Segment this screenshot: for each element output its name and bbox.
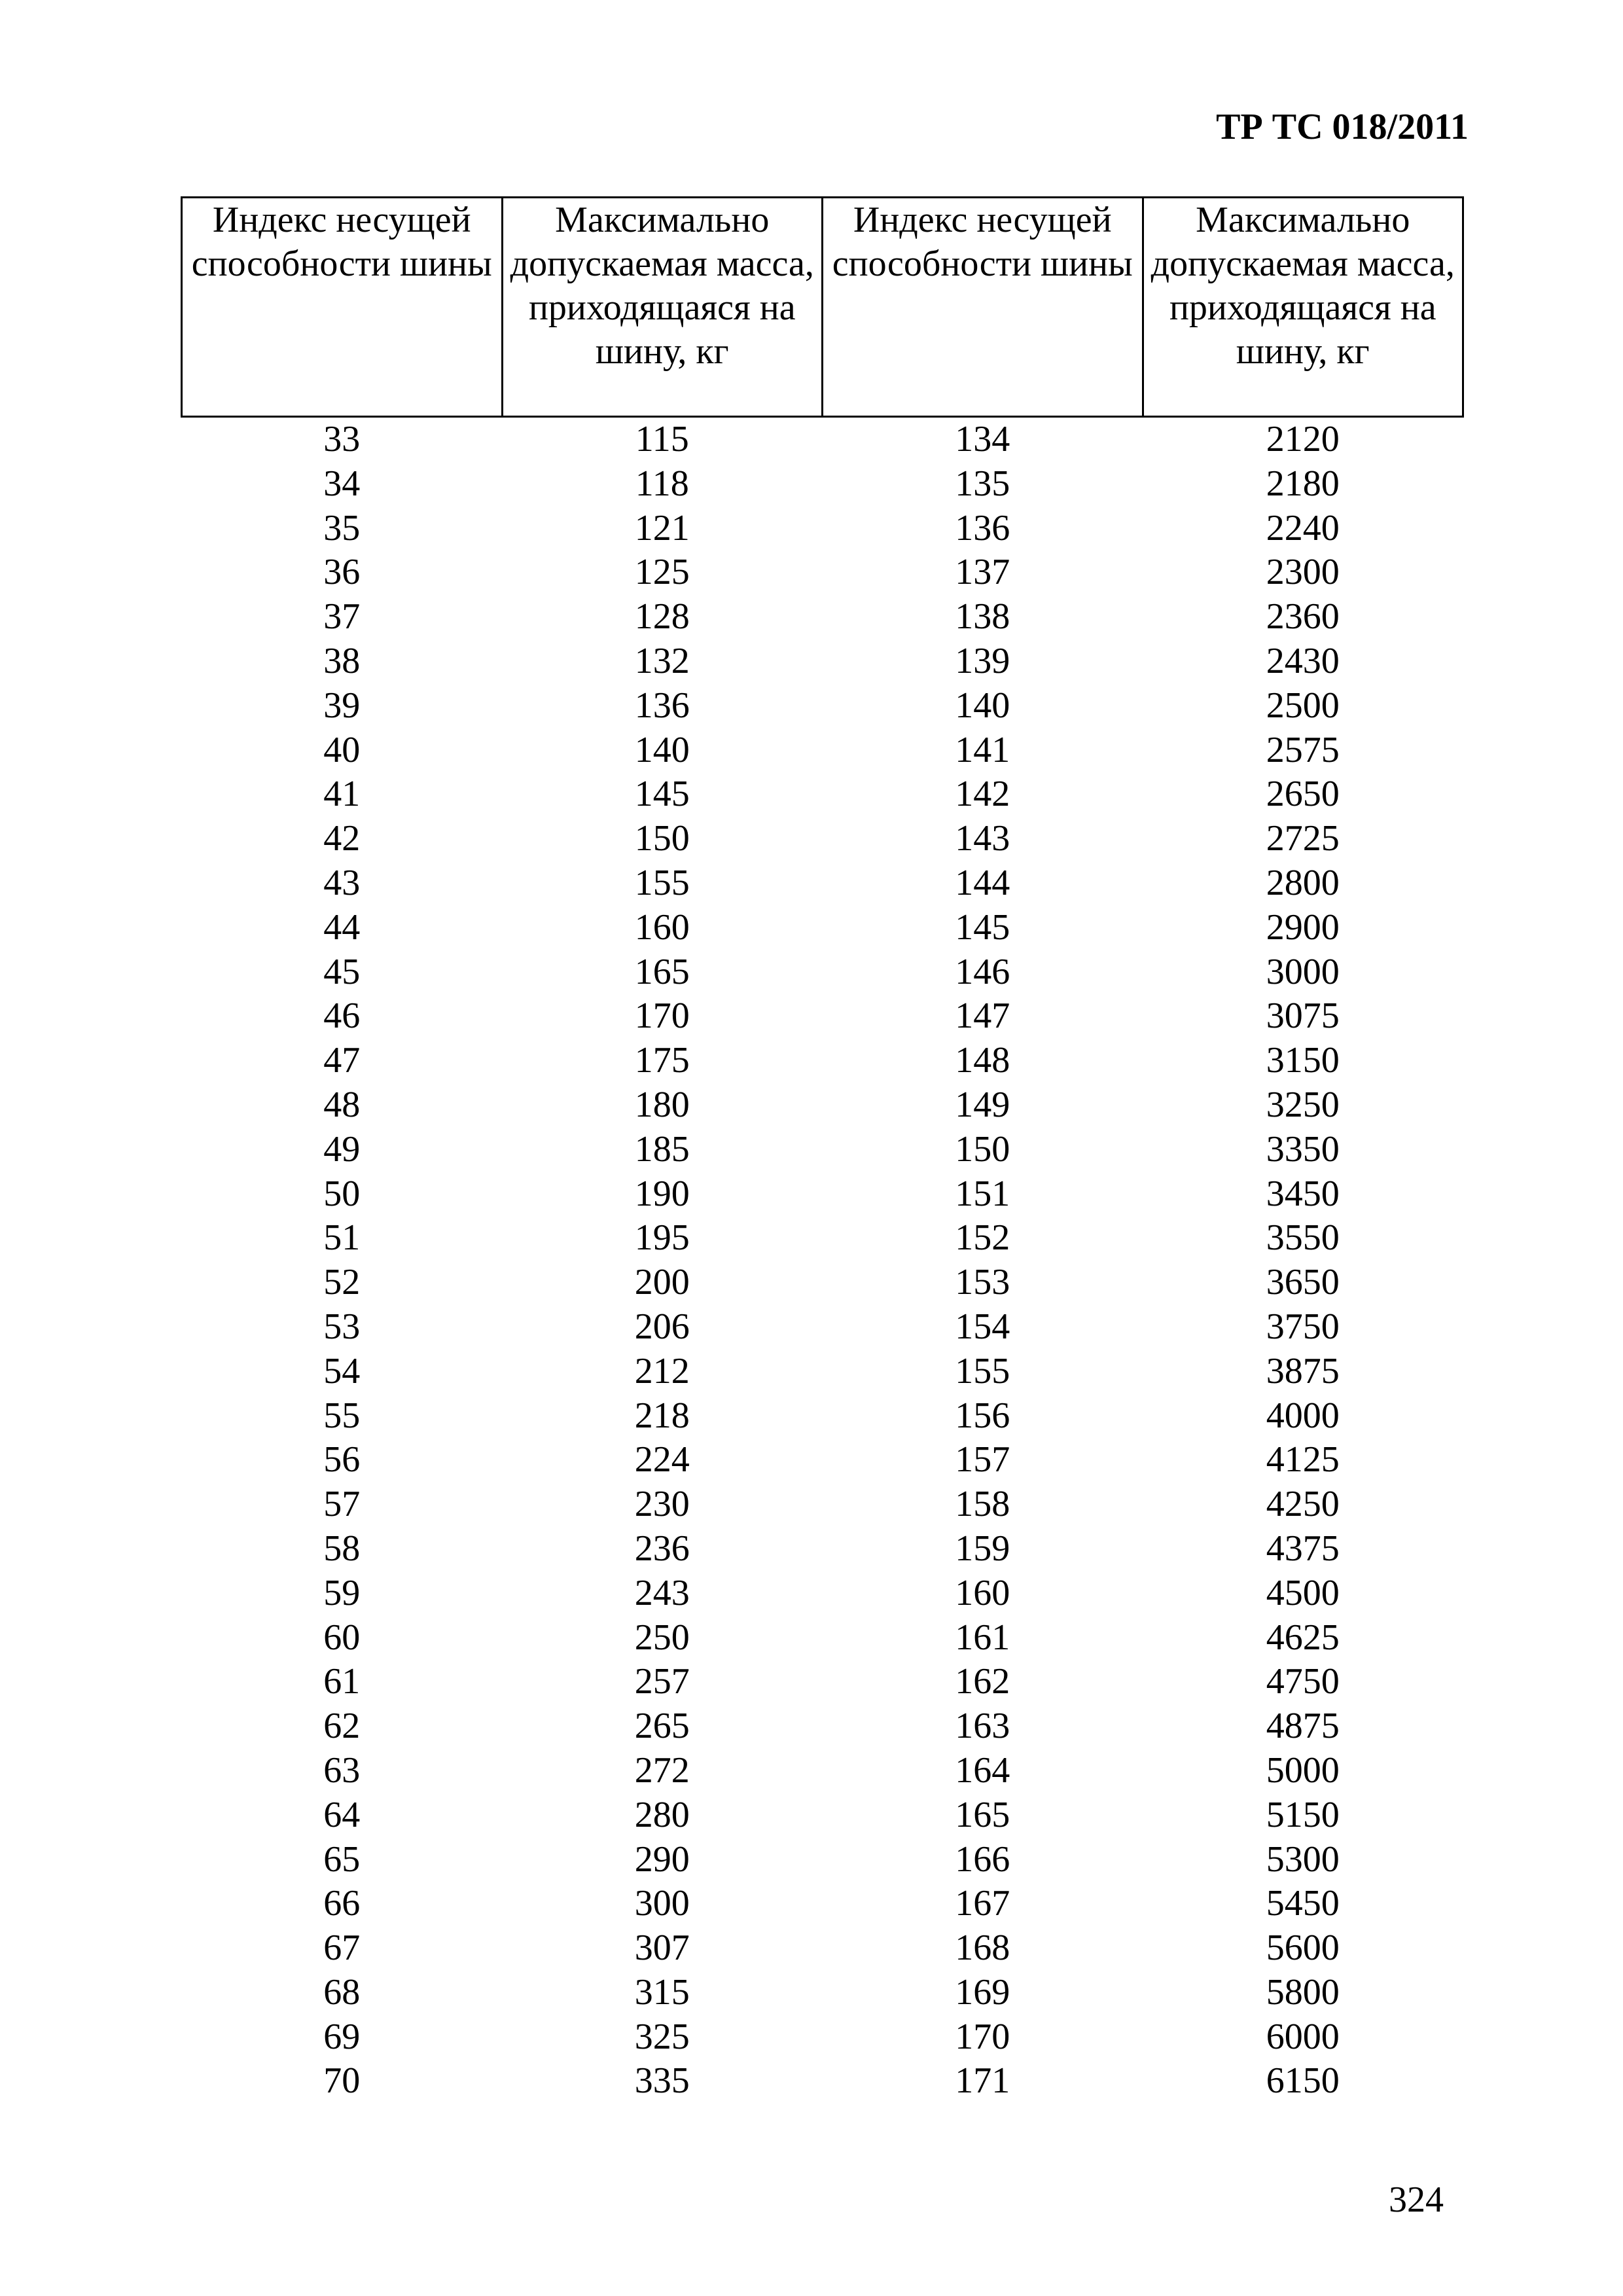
load-index-cell: 69 <box>323 2016 361 2057</box>
load-index-cell: 47 <box>323 1040 361 1081</box>
document-code: ТР ТС 018/2011 <box>1216 107 1469 147</box>
table-row <box>182 1571 1463 1616</box>
load-index-cell: 50 <box>323 1173 361 1214</box>
table-row <box>182 1704 1463 1749</box>
load-index-cell: 42 <box>323 818 361 859</box>
load-index-cell: 134 <box>955 419 1010 459</box>
max-mass-cell: 4250 <box>1266 1484 1340 1525</box>
column-header-max-mass: Максимально допускаемая масса, приходящаяся на шину, кг <box>1143 198 1463 417</box>
max-mass-cell: 2500 <box>1266 685 1340 726</box>
table-row <box>182 1660 1463 1704</box>
load-index-cell: 139 <box>955 640 1010 681</box>
load-index-cell: 160 <box>955 1572 1010 1613</box>
table-row <box>182 1394 1463 1439</box>
max-mass-cell: 4000 <box>1266 1395 1340 1436</box>
load-index-cell: 39 <box>323 685 361 726</box>
table-row <box>182 861 1463 906</box>
load-index-cell: 66 <box>323 1883 361 1924</box>
max-mass-cell: 190 <box>634 1173 690 1214</box>
load-index-cell: 152 <box>955 1217 1010 1259</box>
load-index-cell: 40 <box>323 729 361 770</box>
max-mass-cell: 2575 <box>1266 729 1340 770</box>
max-mass-cell: 4375 <box>1266 1528 1340 1569</box>
load-index-cell: 53 <box>323 1306 361 1347</box>
table-row <box>182 1261 1463 1305</box>
table-row <box>182 2059 1463 2104</box>
table-row <box>182 1216 1463 1261</box>
max-mass-cell: 170 <box>634 996 690 1037</box>
load-index-cell: 150 <box>955 1128 1010 1170</box>
table-row <box>182 906 1463 950</box>
load-index-cell: 141 <box>955 729 1010 770</box>
table-row <box>182 462 1463 507</box>
max-mass-cell: 4125 <box>1266 1439 1340 1480</box>
max-mass-cell: 335 <box>634 2060 690 2102</box>
max-mass-cell: 4625 <box>1266 1617 1340 1658</box>
max-mass-cell: 5800 <box>1266 1971 1340 2013</box>
load-index-cell: 64 <box>323 1794 361 1835</box>
max-mass-cell: 272 <box>634 1749 690 1791</box>
max-mass-cell: 5150 <box>1266 1794 1340 1835</box>
load-index-cell: 171 <box>955 2060 1010 2102</box>
table-row <box>182 1172 1463 1217</box>
max-mass-cell: 200 <box>634 1262 690 1303</box>
max-mass-cell: 3650 <box>1266 1262 1340 1303</box>
max-mass-cell: 180 <box>634 1084 690 1125</box>
max-mass-cell: 140 <box>634 729 690 770</box>
max-mass-cell: 280 <box>634 1794 690 1835</box>
load-index-cell: 52 <box>323 1262 361 1303</box>
table-row <box>182 1749 1463 1793</box>
max-mass-cell: 3750 <box>1266 1306 1340 1347</box>
load-index-cell: 151 <box>955 1173 1010 1214</box>
max-mass-cell: 160 <box>634 906 690 948</box>
max-mass-cell: 243 <box>634 1572 690 1613</box>
max-mass-cell: 3450 <box>1266 1173 1340 1214</box>
max-mass-cell: 185 <box>634 1128 690 1170</box>
max-mass-cell: 2180 <box>1266 463 1340 504</box>
table-row <box>182 639 1463 684</box>
table-row <box>182 1482 1463 1527</box>
load-index-cell: 60 <box>323 1617 361 1658</box>
table-row <box>182 1527 1463 1571</box>
load-index-cell: 140 <box>955 685 1010 726</box>
table-row <box>182 1128 1463 1172</box>
max-mass-cell: 155 <box>634 862 690 903</box>
max-mass-cell: 315 <box>634 1971 690 2013</box>
max-mass-cell: 5000 <box>1266 1749 1340 1791</box>
max-mass-cell: 230 <box>634 1484 690 1525</box>
load-index-cell: 34 <box>323 463 361 504</box>
max-mass-cell: 115 <box>635 419 689 459</box>
load-index-cell: 65 <box>323 1839 361 1880</box>
load-index-cell: 154 <box>955 1306 1010 1347</box>
max-mass-cell: 2120 <box>1266 419 1340 459</box>
max-mass-cell: 3875 <box>1266 1350 1340 1391</box>
table-row <box>182 1039 1463 1083</box>
load-index-cell: 33 <box>323 419 361 459</box>
max-mass-cell: 145 <box>634 774 690 815</box>
table-row <box>182 595 1463 639</box>
max-mass-cell: 3350 <box>1266 1128 1340 1170</box>
max-mass-cell: 132 <box>634 640 690 681</box>
max-mass-cell: 2900 <box>1266 906 1340 948</box>
max-mass-cell: 300 <box>634 1883 690 1924</box>
load-index-cell: 168 <box>955 1928 1010 1969</box>
max-mass-cell: 4500 <box>1266 1572 1340 1613</box>
table-row <box>182 1838 1463 1882</box>
load-index-cell: 37 <box>323 596 361 637</box>
table-row <box>182 772 1463 817</box>
table-row <box>182 994 1463 1039</box>
load-index-cell: 41 <box>323 774 361 815</box>
table-header-row <box>182 198 1463 417</box>
table-row <box>182 550 1463 595</box>
max-mass-cell: 128 <box>634 596 690 637</box>
load-index-cell: 44 <box>323 906 361 948</box>
table-row <box>182 950 1463 995</box>
max-mass-cell: 4875 <box>1266 1706 1340 1747</box>
max-mass-cell: 150 <box>634 818 690 859</box>
load-index-cell: 138 <box>955 596 1010 637</box>
table-row <box>182 417 1463 462</box>
load-index-cell: 142 <box>955 774 1010 815</box>
load-index-cell: 143 <box>955 818 1010 859</box>
table-row <box>182 1350 1463 1394</box>
max-mass-cell: 125 <box>634 552 690 593</box>
max-mass-cell: 165 <box>634 951 690 992</box>
max-mass-cell: 218 <box>634 1395 690 1436</box>
load-index-cell: 156 <box>955 1395 1010 1436</box>
load-index-cell: 48 <box>323 1084 361 1125</box>
max-mass-cell: 257 <box>634 1661 690 1702</box>
load-index-cell: 51 <box>323 1217 361 1259</box>
load-index-cell: 62 <box>323 1706 361 1747</box>
load-index-cell: 70 <box>323 2060 361 2102</box>
max-mass-cell: 3150 <box>1266 1040 1340 1081</box>
load-index-cell: 148 <box>955 1040 1010 1081</box>
load-index-cell: 63 <box>323 1749 361 1791</box>
max-mass-cell: 2725 <box>1266 818 1340 859</box>
load-index-cell: 136 <box>955 507 1010 548</box>
table-row <box>182 1616 1463 1660</box>
load-index-cell: 149 <box>955 1084 1010 1125</box>
load-index-cell: 57 <box>323 1484 361 1525</box>
load-index-cell: 161 <box>955 1617 1010 1658</box>
max-mass-cell: 195 <box>634 1217 690 1259</box>
table-row <box>182 684 1463 728</box>
max-mass-cell: 2800 <box>1266 862 1340 903</box>
column-header-load-index: Индекс несущей способности шины <box>823 198 1143 417</box>
max-mass-cell: 2360 <box>1266 596 1340 637</box>
table-row <box>182 1882 1463 1926</box>
table-row <box>182 507 1463 551</box>
load-index-cell: 144 <box>955 862 1010 903</box>
load-index-cell: 147 <box>955 996 1010 1037</box>
load-index-cell: 170 <box>955 2016 1010 2057</box>
max-mass-cell: 6150 <box>1266 2060 1340 2102</box>
load-index-cell: 55 <box>323 1395 361 1436</box>
load-index-cell: 54 <box>323 1350 361 1391</box>
column-header-load-index: Индекс несущей способности шины <box>182 198 503 417</box>
max-mass-cell: 206 <box>634 1306 690 1347</box>
load-index-cell: 135 <box>955 463 1010 504</box>
load-index-cell: 36 <box>323 552 361 593</box>
load-index-cell: 158 <box>955 1484 1010 1525</box>
load-index-cell: 67 <box>323 1928 361 1969</box>
max-mass-cell: 3550 <box>1266 1217 1340 1259</box>
max-mass-cell: 212 <box>634 1350 690 1391</box>
load-index-cell: 49 <box>323 1128 361 1170</box>
max-mass-cell: 6000 <box>1266 2016 1340 2057</box>
table-row <box>182 1305 1463 1350</box>
load-index-cell: 45 <box>323 951 361 992</box>
max-mass-cell: 175 <box>634 1040 690 1081</box>
max-mass-cell: 5450 <box>1266 1883 1340 1924</box>
max-mass-cell: 5300 <box>1266 1839 1340 1880</box>
table-row <box>182 1083 1463 1128</box>
max-mass-cell: 121 <box>634 507 690 548</box>
max-mass-cell: 4750 <box>1266 1661 1340 1702</box>
table-row <box>182 1438 1463 1482</box>
max-mass-cell: 2300 <box>1266 552 1340 593</box>
load-index-cell: 43 <box>323 862 361 903</box>
load-index-cell: 159 <box>955 1528 1010 1569</box>
max-mass-cell: 2430 <box>1266 640 1340 681</box>
max-mass-cell: 3250 <box>1266 1084 1340 1125</box>
load-index-cell: 46 <box>323 996 361 1037</box>
load-index-cell: 162 <box>955 1661 1010 1702</box>
max-mass-cell: 2240 <box>1266 507 1340 548</box>
table-row <box>182 817 1463 861</box>
load-index-cell: 56 <box>323 1439 361 1480</box>
load-index-cell: 61 <box>323 1661 361 1702</box>
max-mass-cell: 2650 <box>1266 774 1340 815</box>
load-index-cell: 166 <box>955 1839 1010 1880</box>
table-row <box>182 1971 1463 2015</box>
load-index-cell: 164 <box>955 1749 1010 1791</box>
max-mass-cell: 5600 <box>1266 1928 1340 1969</box>
load-index-cell: 163 <box>955 1706 1010 1747</box>
max-mass-cell: 250 <box>634 1617 690 1658</box>
page-number: 324 <box>1389 2179 1444 2220</box>
load-index-cell: 157 <box>955 1439 1010 1480</box>
load-index-cell: 58 <box>323 1528 361 1569</box>
table-body <box>182 417 1463 2104</box>
load-index-cell: 38 <box>323 640 361 681</box>
max-mass-cell: 3075 <box>1266 996 1340 1037</box>
max-mass-cell: 224 <box>634 1439 690 1480</box>
load-index-cell: 137 <box>955 552 1010 593</box>
load-index-cell: 167 <box>955 1883 1010 1924</box>
load-index-cell: 169 <box>955 1971 1010 2013</box>
load-index-cell: 165 <box>955 1794 1010 1835</box>
table-row <box>182 1926 1463 1971</box>
load-index-cell: 59 <box>323 1572 361 1613</box>
table-row <box>182 2015 1463 2060</box>
max-mass-cell: 290 <box>634 1839 690 1880</box>
column-header-max-mass: Максимально допускаемая масса, приходящаяся на шину, кг <box>502 198 823 417</box>
load-index-cell: 153 <box>955 1262 1010 1303</box>
load-index-cell: 155 <box>955 1350 1010 1391</box>
max-mass-cell: 265 <box>634 1706 690 1747</box>
load-index-cell: 146 <box>955 951 1010 992</box>
max-mass-cell: 118 <box>635 463 689 504</box>
load-index-table <box>181 196 1464 2104</box>
load-index-cell: 68 <box>323 1971 361 2013</box>
table-row <box>182 1793 1463 1838</box>
table-row <box>182 728 1463 773</box>
max-mass-cell: 325 <box>634 2016 690 2057</box>
max-mass-cell: 3000 <box>1266 951 1340 992</box>
load-index-cell: 145 <box>955 906 1010 948</box>
max-mass-cell: 236 <box>634 1528 690 1569</box>
load-index-cell: 35 <box>323 507 361 548</box>
max-mass-cell: 136 <box>634 685 690 726</box>
max-mass-cell: 307 <box>634 1928 690 1969</box>
